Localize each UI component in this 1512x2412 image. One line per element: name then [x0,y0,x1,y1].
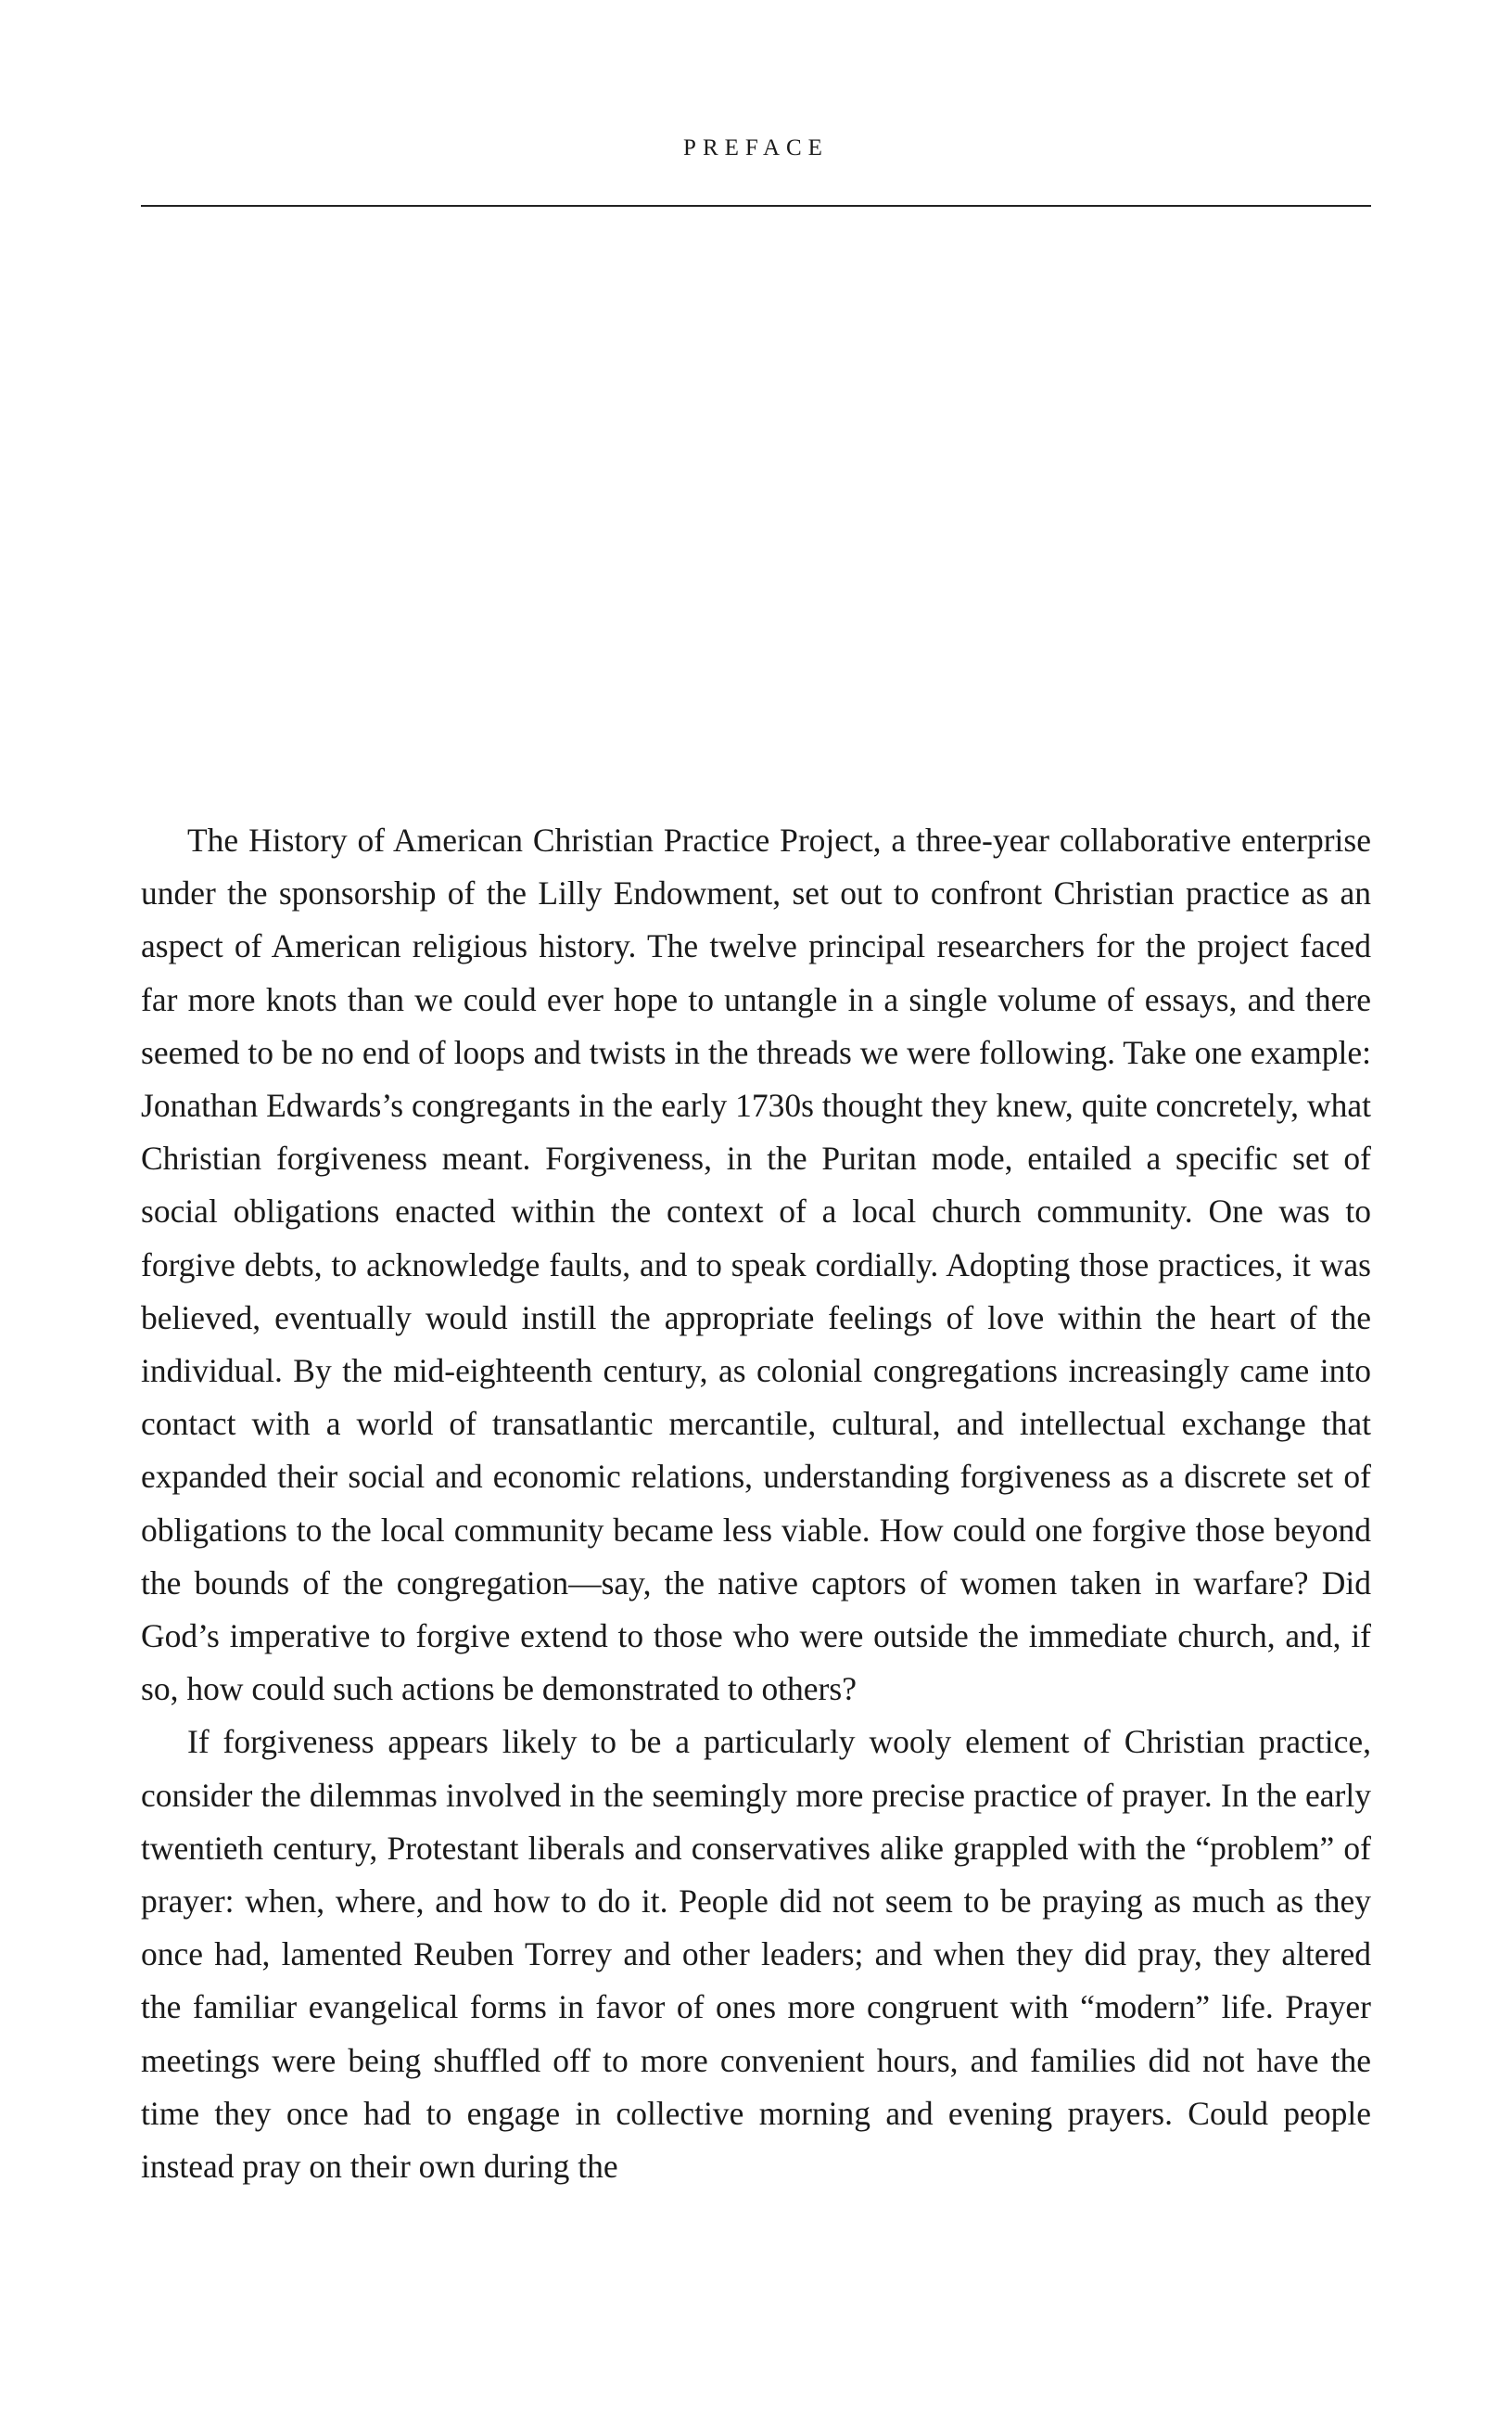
body-text [141,814,1371,2193]
header-rule [141,205,1371,207]
running-head: PREFACE [683,135,829,160]
paragraph-2: If forgiveness appears likely to be a particularly wooly element of Christian practice, consider the dilemmas involved in the seemingly more precise practice of prayer. In the early twentieth century, Protestant liberals and conservatives alike grappled with the “problem” of prayer: when, where, and how to do it. People did not seem to be praying as much as they once had, lamented Reuben Torrey and other leaders; and when they did pray, they altered the familiar evangelical forms in favor of ones more congruent with “modern” life. Prayer meetings were being shuffled off to more convenient hours, and families did not have the time they once had to engage in collective morning and evening prayers. Could people instead pray on their own during the [141,1723,1371,2186]
paragraph-1: The History of American Christian Practice Project, a three-year collaborative enterprise under the sponsorship of the Lilly Endowment, set out to confront Christian practice as an aspect of American religious history. The twelve principal researchers for the project faced far more knots than we could ever hope to untangle in a single volume of essays, and there seemed to be no end of loops and twists in the threads we were following. Take one example: Jonathan Edwards’s congregants in the early 1730s thought they knew, quite concretely, what Christian forgiveness meant. Forgiveness, in the Puritan mode, entailed a specific set of social obligations enacted within the context of a local church community. One was to forgive debts, to acknowledge faults, and to speak cordially. Adopting those practices, it was believed, eventually would instill the appropriate feelings of love within the heart of the individual. By the mid-eighteenth century, as colonial congregations increasingly came into contact with a world of transatlantic mercantile, cultural, and intellectual exchange that expanded their social and economic relations, understanding forgiveness as a discrete set of obligations to the local community became less viable. How could one forgive those beyond the bounds of the congregation—say, the native captors of women taken in warfare? Did God’s imperative to forgive extend to those who were outside the immediate church, and, if so, how could such actions be demonstrated to others? [141,822,1371,1708]
